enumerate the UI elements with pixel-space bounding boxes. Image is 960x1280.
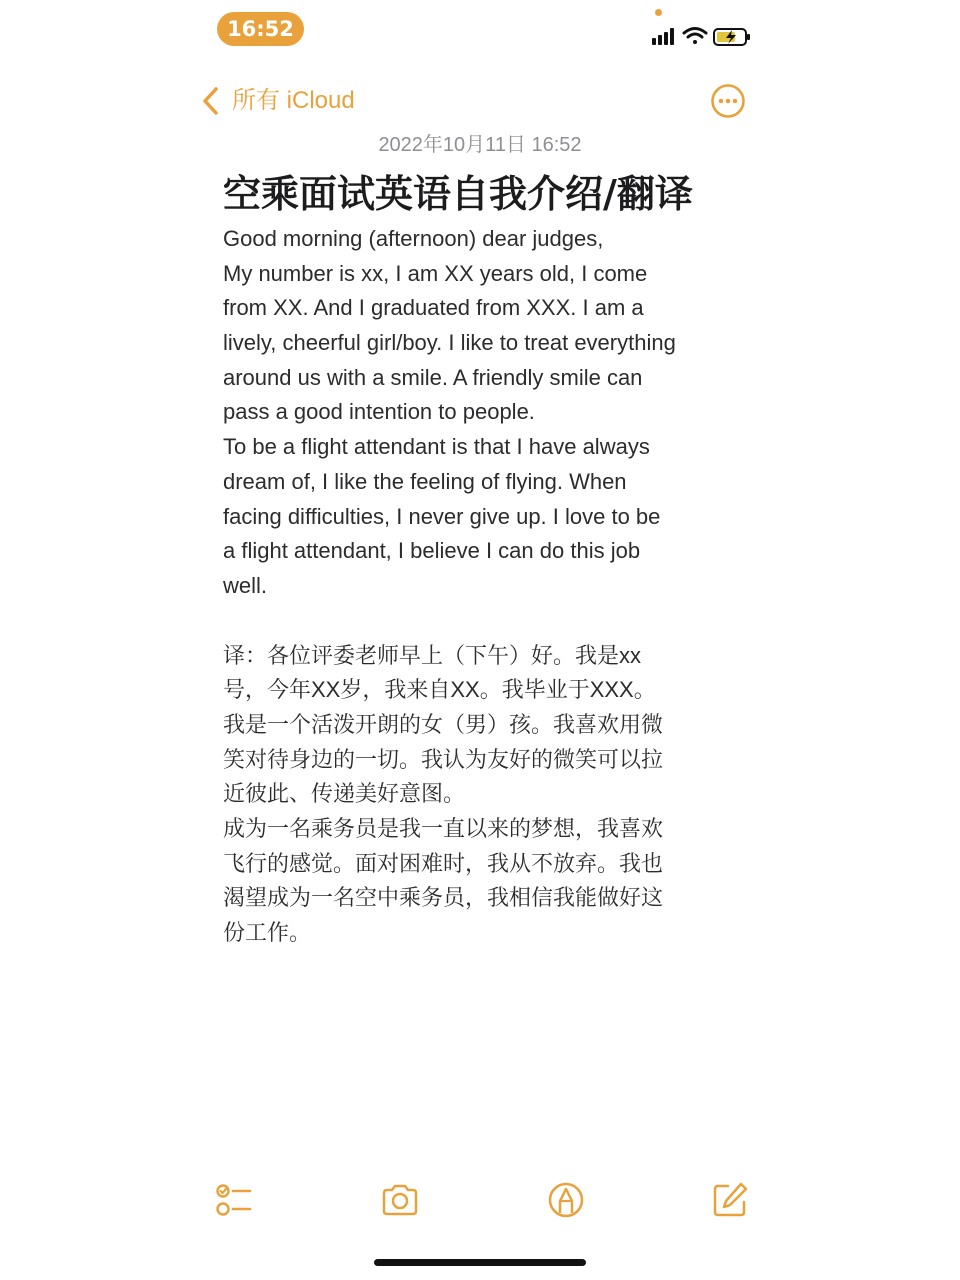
note-date: 2022年10月11日 16:52 bbox=[378, 134, 582, 156]
chinese-line: 近彼此、传递美好意图。 bbox=[223, 781, 466, 807]
chinese-line: 渴望成为一名空中乘务员，我相信我能做好这 bbox=[223, 885, 664, 911]
english-line: dream of, I like the feeling of flying. When bbox=[223, 468, 627, 494]
english-line: a flight attendant, I believe I can do this job bbox=[223, 538, 641, 564]
english-line: Good morning (afternoon) dear judges, bbox=[223, 226, 604, 251]
camera-icon[interactable] bbox=[380, 1180, 420, 1220]
more-icon[interactable] bbox=[710, 83, 746, 119]
english-line: from XX. And I graduated from XXX. I am a bbox=[223, 295, 644, 321]
back-button-label: 所有 iCloud bbox=[232, 87, 355, 114]
english-line: facing difficulties, I never give up. I love to be bbox=[223, 503, 661, 529]
english-line: pass a good intention to people. bbox=[223, 399, 535, 425]
status-icons bbox=[650, 24, 754, 48]
note-title[interactable]: 空乘面试英语自我介绍/翻译 bbox=[223, 172, 693, 216]
signal-icon bbox=[652, 28, 674, 45]
chinese-line: 我是一个活泼开朗的女（男）孩。我喜欢用微 bbox=[223, 711, 664, 737]
english-line: well. bbox=[223, 572, 268, 598]
chinese-line: 份工作。 bbox=[223, 920, 312, 946]
chevron-left-icon bbox=[200, 85, 222, 117]
compose-icon[interactable] bbox=[710, 1180, 750, 1220]
english-line: lively, cheerful girl/boy. I like to treat everything bbox=[223, 330, 676, 356]
chinese-line: 号，今年XX岁，我来自XX。我毕业于XXX。 bbox=[223, 677, 656, 703]
battery-charging-icon bbox=[714, 29, 750, 45]
english-line: To be a flight attendant is that I have always bbox=[223, 434, 650, 460]
chinese-line: 笑对待身边的一切。我认为友好的微笑可以拉 bbox=[223, 746, 664, 772]
privacy-indicator-dot bbox=[655, 9, 662, 16]
home-indicator[interactable] bbox=[374, 1259, 586, 1266]
back-button[interactable] bbox=[200, 82, 355, 120]
paragraph-gap bbox=[223, 604, 763, 639]
chinese-line: 飞行的感觉。面对困难时，我从不放弃。我也 bbox=[223, 850, 664, 876]
wifi-icon bbox=[684, 29, 706, 45]
status-time: 16:52 bbox=[217, 12, 304, 46]
markup-icon[interactable] bbox=[546, 1180, 586, 1220]
chinese-line: 译：各位评委老师早上（下午）好。我是xx bbox=[223, 642, 642, 668]
chinese-line: 成为一名乘务员是我一直以来的梦想，我喜欢 bbox=[223, 816, 664, 841]
english-line: around us with a smile. A friendly smile can bbox=[223, 364, 643, 390]
english-line: My number is xx, I am XX years old, I come bbox=[223, 260, 648, 286]
checklist-icon[interactable] bbox=[214, 1180, 254, 1220]
note-body[interactable] bbox=[223, 222, 763, 951]
